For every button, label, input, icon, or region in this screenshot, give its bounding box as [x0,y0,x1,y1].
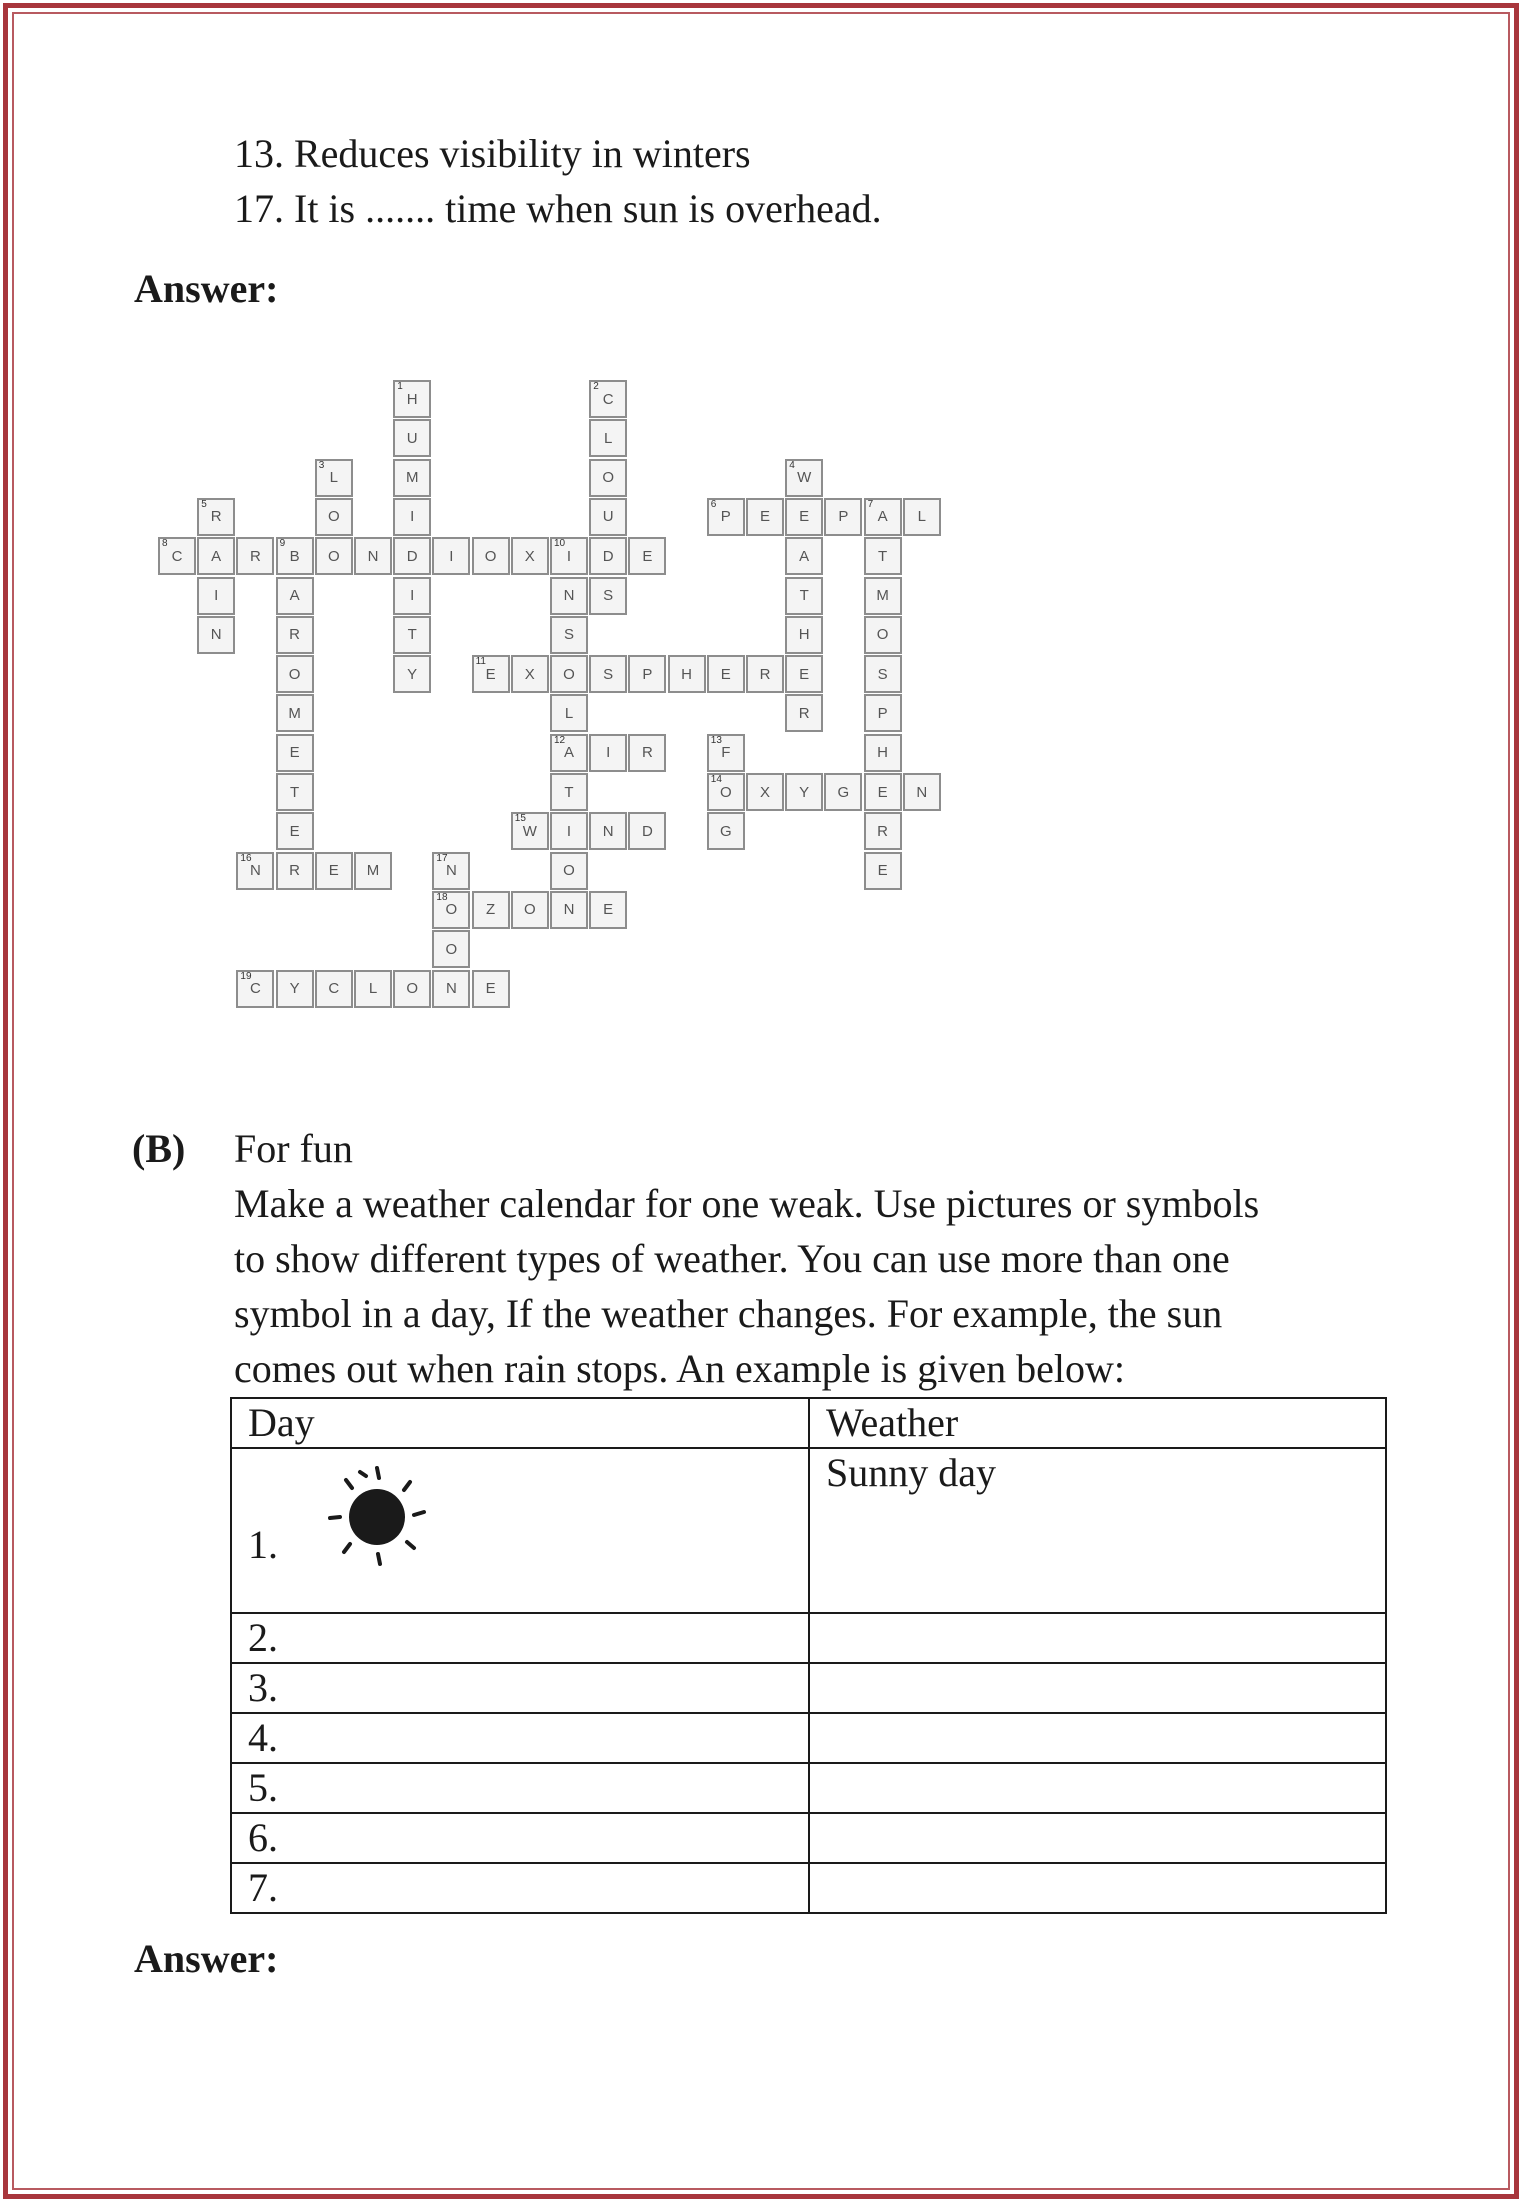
weather-cell [809,1813,1386,1863]
crossword-cell: M [864,577,902,615]
crossword-cell: O [315,537,353,575]
day-cell: 2. [231,1613,809,1663]
crossword-cell: O [864,616,902,654]
crossword-cell: I [197,577,235,615]
crossword-cell: H [668,655,706,693]
instructions-line-4: comes out when rain stops. An example is given below: [234,1346,1125,1391]
clue-number: 12 [554,734,566,746]
crossword-cell: P 6 [707,498,745,536]
answer-label-2: Answer: [134,1936,279,1981]
crossword-cell: O 18 [432,891,470,929]
crossword-cell: X [511,655,549,693]
crossword-cell: A 7 [864,498,902,536]
crossword-cell: A [276,577,314,615]
crossword-cell: A 12 [550,734,588,772]
crossword-cell: O [589,459,627,497]
weather-cell [809,1613,1386,1663]
crossword-cell: X [511,537,549,575]
crossword-cell: T [276,773,314,811]
crossword-cell: I [393,498,431,536]
day-cell: 3. [231,1663,809,1713]
crossword-cell: L 3 [315,459,353,497]
day-cell [231,1448,809,1613]
table-row [231,1813,1386,1863]
day-cell: 6. [231,1813,809,1863]
crossword-cell: N [197,616,235,654]
crossword-cell: T [864,537,902,575]
crossword-cell: R [864,812,902,850]
crossword-cell: N 17 [432,852,470,890]
weather-cell [809,1713,1386,1763]
crossword-cell: O [393,970,431,1008]
day-cell: 5. [231,1763,809,1813]
crossword-cell: T [785,577,823,615]
crossword-cell: M [354,852,392,890]
crossword-cell: N [354,537,392,575]
section-b-title: For fun [234,1126,353,1171]
crossword-cell: H [785,616,823,654]
crossword-cell: N [903,773,941,811]
clue-number: 14 [710,774,722,785]
crossword-cell: R [236,537,274,575]
crossword-cell: N 16 [236,852,274,890]
clue-number: 1 [397,381,403,392]
crossword-cell: D [393,537,431,575]
weather-cell [809,1763,1386,1813]
crossword-cell: T [550,773,588,811]
crossword-cell: E [628,537,666,575]
crossword-cell: E [589,891,627,929]
crossword-cell: L [354,970,392,1008]
crossword-cell: F 13 [707,734,745,772]
clue-number: 18 [436,891,448,903]
crossword-cell: H [864,734,902,772]
clue-number: 9 [279,538,286,550]
sun-icon [322,1460,432,1570]
crossword-cell: R [746,655,784,693]
crossword-cell: I [393,577,431,615]
crossword-cell: C 2 [589,380,627,418]
crossword-cell: Y [785,773,823,811]
crossword-cell: U [393,419,431,457]
crossword-cell: A [785,537,823,575]
table-row [231,1613,1386,1663]
table-row [231,1763,1386,1813]
crossword-cell: U [589,498,627,536]
weather-cell: Sunny day [809,1448,1386,1613]
table-header-row [231,1398,1386,1448]
crossword-cell: O [550,852,588,890]
crossword-cell: R 5 [197,498,235,536]
crossword-cell: P [824,498,862,536]
crossword-cell: O [276,655,314,693]
crossword-cell: R [276,616,314,654]
header-weather: Weather [809,1398,1386,1448]
crossword-cell: W 15 [511,812,549,850]
table-row [231,1713,1386,1763]
crossword-cell: Y [393,655,431,693]
crossword-cell: S [550,616,588,654]
crossword-cell: N [432,970,470,1008]
crossword-cell: O [432,930,470,968]
crossword-cell: H 1 [393,380,431,418]
crossword-cell: L [550,694,588,732]
crossword-cell: Z [472,891,510,929]
crossword-cell: O 14 [707,773,745,811]
crossword-cell: O [472,537,510,575]
crossword-cell: L [903,498,941,536]
crossword-cell: D [589,537,627,575]
crossword-cell: N [550,891,588,929]
day-cell: 4. [231,1713,809,1763]
crossword-cell: I [589,734,627,772]
crossword-cell: I [432,537,470,575]
clue-number: 19 [240,970,252,982]
crossword-cell: N [589,812,627,850]
crossword-cell: O [550,655,588,693]
crossword-cell: P [628,655,666,693]
crossword-cell: C 8 [158,537,196,575]
crossword-cell: O [511,891,549,929]
clue-number: 11 [475,656,486,668]
weather-cell [809,1663,1386,1713]
instructions-line-3: symbol in a day, If the weather changes. For example, the sun [234,1291,1223,1336]
crossword-cell: E [785,498,823,536]
crossword-cell: T [393,616,431,654]
crossword-cell: P [864,694,902,732]
header-day: Day [231,1398,809,1448]
crossword-cell: N [550,577,588,615]
instructions-line-2: to show different types of weather. You can use more than one [234,1236,1230,1281]
crossword-cell: O [315,498,353,536]
crossword-cell: I [550,812,588,850]
crossword-cell: R [785,694,823,732]
clue-number: 16 [240,852,252,864]
crossword-cell: D [628,812,666,850]
clue-number: 8 [162,538,168,550]
crossword-cell: M [276,694,314,732]
crossword-cell: C [315,970,353,1008]
crossword-cell: E [707,655,745,693]
weather-cell [809,1863,1386,1913]
crossword-cell: E 11 [472,655,510,693]
crossword-cell: Y [276,970,314,1008]
clue-number: 15 [514,813,526,825]
crossword-cell: E [746,498,784,536]
crossword-cell: W 4 [785,459,823,497]
clue-number: 3 [318,459,325,471]
clue-number: 2 [593,381,599,392]
clue-number: 13 [710,734,722,746]
clue-17: 17. It is ....... time when sun is overhead. [234,186,882,231]
instructions-line-1: Make a weather calendar for one weak. Use pictures or symbols [234,1181,1260,1226]
crossword-cell: C 19 [236,970,274,1008]
crossword-cell: G [707,812,745,850]
clue-number: 17 [436,852,448,864]
table-row [231,1663,1386,1713]
crossword-cell: X [746,773,784,811]
crossword-cell: R [628,734,666,772]
crossword-cell: S [589,577,627,615]
crossword-cell: G [824,773,862,811]
clue-number: 6 [710,498,717,510]
crossword-cell: E [276,734,314,772]
section-b-label: (B) [132,1126,186,1171]
day-cell: 7. [231,1863,809,1913]
crossword-cell: E [864,773,902,811]
crossword-cell: R [276,852,314,890]
crossword-cell: A [197,537,235,575]
clue-number: 5 [201,498,207,510]
crossword-cell: S [864,655,902,693]
crossword-cell: E [472,970,510,1008]
crossword-cell: L [589,419,627,457]
crossword-cell: S [589,655,627,693]
clue-13: 13. Reduces visibility in winters [234,131,751,176]
crossword-cell: E [315,852,353,890]
clue-number: 4 [789,459,795,471]
clue-number: 10 [554,538,566,550]
crossword-cell: E [276,812,314,850]
table-row [231,1863,1386,1913]
crossword-cell: E [785,655,823,693]
day-number: 1. [248,1522,278,1567]
clue-number: 7 [867,498,874,510]
crossword-cell: M [393,459,431,497]
crossword-cell: I 10 [550,537,588,575]
crossword-cell: E [864,852,902,890]
crossword-cell: B 9 [276,537,314,575]
answer-label: Answer: [134,266,279,311]
